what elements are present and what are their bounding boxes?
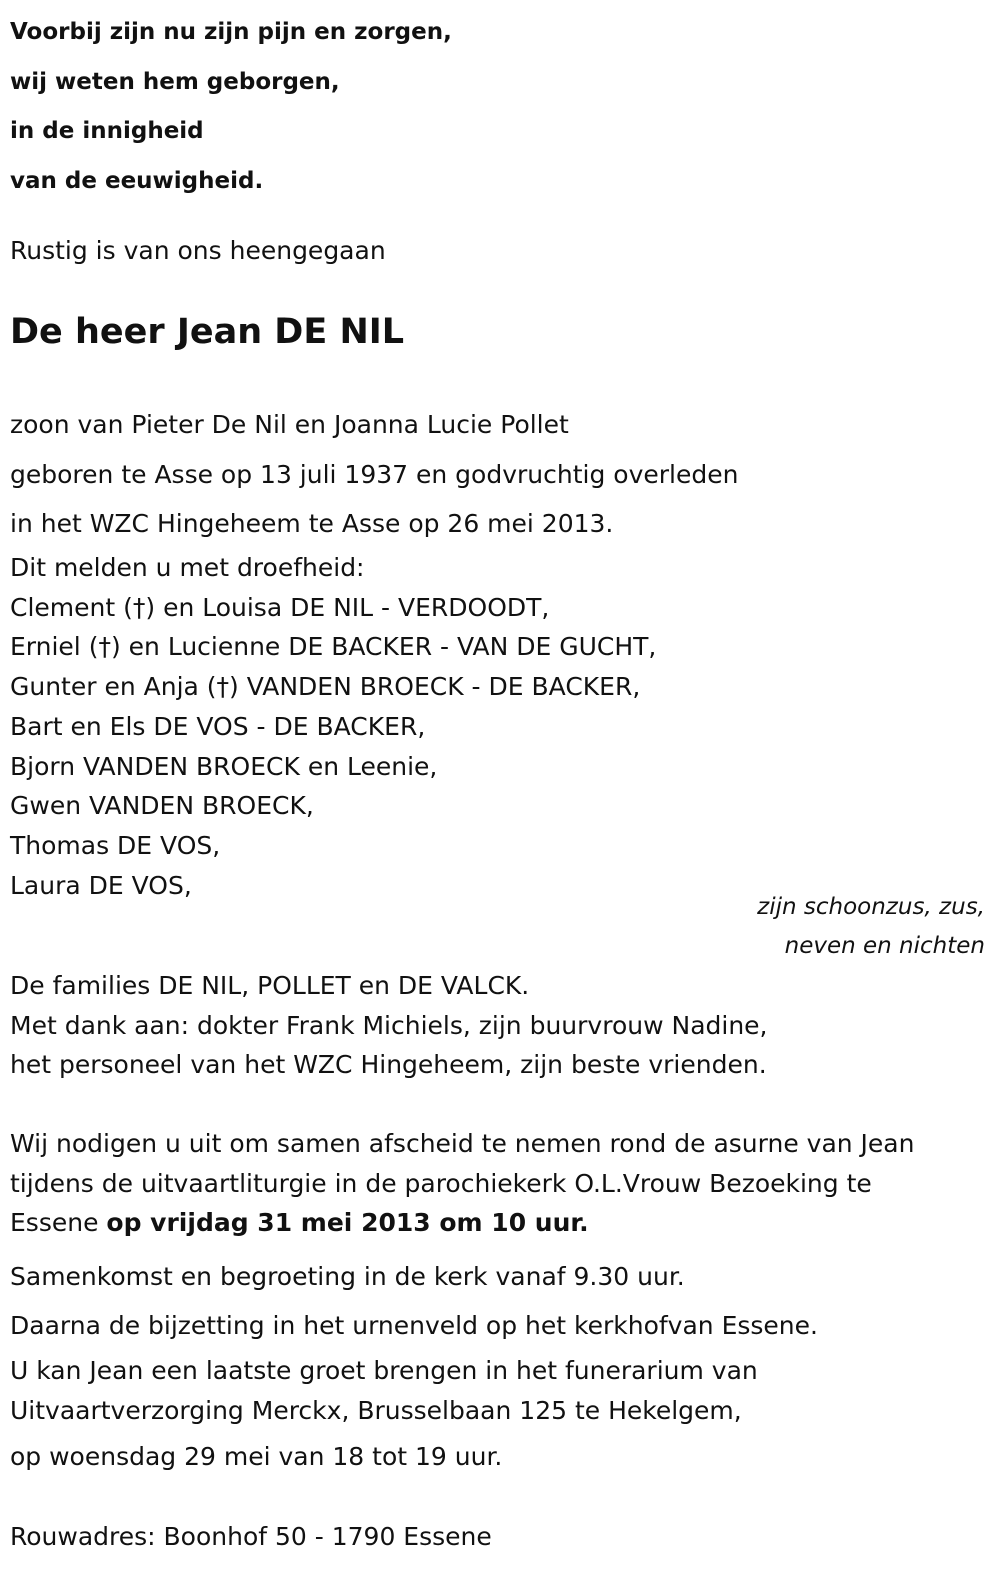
poem-line: van de eeuwigheid. [10,167,264,194]
viewing-line: U kan Jean een laatste groet brengen in het funerarium van [10,1356,758,1385]
family-line: Bjorn VANDEN BROECK en Leenie, [10,751,438,781]
funeral-date: op vrijdag 31 mei 2013 om 10 uur. [106,1208,589,1238]
family-line: Gunter en Anja (†) VANDEN BROECK - DE BACKER, [10,672,641,702]
thanks-line: Met dank aan: dokter Frank Michiels, zijn buurvrouw Nadine, [10,1010,768,1040]
poem-line: in de innigheid [10,118,204,144]
viewing-line: Uitvaartverzorging Merckx, Brusselbaan 125 te Hekelgem, [10,1395,742,1425]
parents-line: in het WZC Hingeheem te Asse op 26 mei 2013. [10,509,614,538]
invitation-line: Wij nodigen u uit om samen afscheid te nemen rond de asurne van Jean [10,1129,915,1158]
gathering-line: Daarna de bijzetting in het urnenveld op het kerkhofvan Essene. [10,1310,818,1340]
invitation-line [10,1203,914,1243]
deceased-name: De heer Jean DE NIL [10,312,405,352]
family-line: Gwen VANDEN BROECK, [10,791,314,821]
family-line: Bart en Els DE VOS - DE BACKER, [10,711,426,741]
family-list [10,548,656,905]
viewing-section [10,1351,758,1430]
gathering-line: Samenkomst en begroeting in de kerk vanaf 9.30 uur. [10,1262,685,1291]
mourning-address: Rouwadres: Boonhof 50 - 1790 Essene [10,1522,492,1551]
thanks-line: het personeel van het WZC Hingeheem, zijn beste vrienden. [10,1050,767,1080]
invitation-section [10,1124,914,1243]
poem [10,8,452,206]
parents-info [10,400,738,549]
poem-line: Voorbij zijn nu zijn pijn en zorgen, [10,19,452,45]
intro-text: Rustig is van ons heengegaan [10,236,386,265]
family-line: Laura DE VOS, [10,870,192,900]
parents-line: geboren te Asse op 13 juli 1937 en godvruchtig overleden [10,459,739,489]
family-line: Erniel (†) en Lucienne DE BACKER - VAN DE GUCHT, [10,632,657,662]
thanks-line: De families DE NIL, POLLET en DE VALCK. [10,971,530,1000]
invitation-place: Essene [10,1208,107,1238]
family-line: Clement (†) en Louisa DE NIL - VERDOODT, [10,592,550,622]
invitation-line: tijdens de uitvaartliturgie in de parochiekerk O.L.Vrouw Bezoeking te [10,1168,872,1198]
family-line: Dit melden u met droefheid: [10,553,365,582]
family-line: Thomas DE VOS, [10,830,221,860]
relation-line: zijn schoonzus, zus, [757,894,985,920]
gathering-section [10,1253,818,1350]
poem-line: wij weten hem geborgen, [10,68,340,95]
relation-line: neven en nichten [784,932,985,959]
parents-line: zoon van Pieter De Nil en Joanna Lucie Pollet [10,410,569,439]
relation-note [757,888,985,965]
thanks-section [10,966,768,1085]
viewing-date: op woensdag 29 mei van 18 tot 19 uur. [10,1442,503,1471]
